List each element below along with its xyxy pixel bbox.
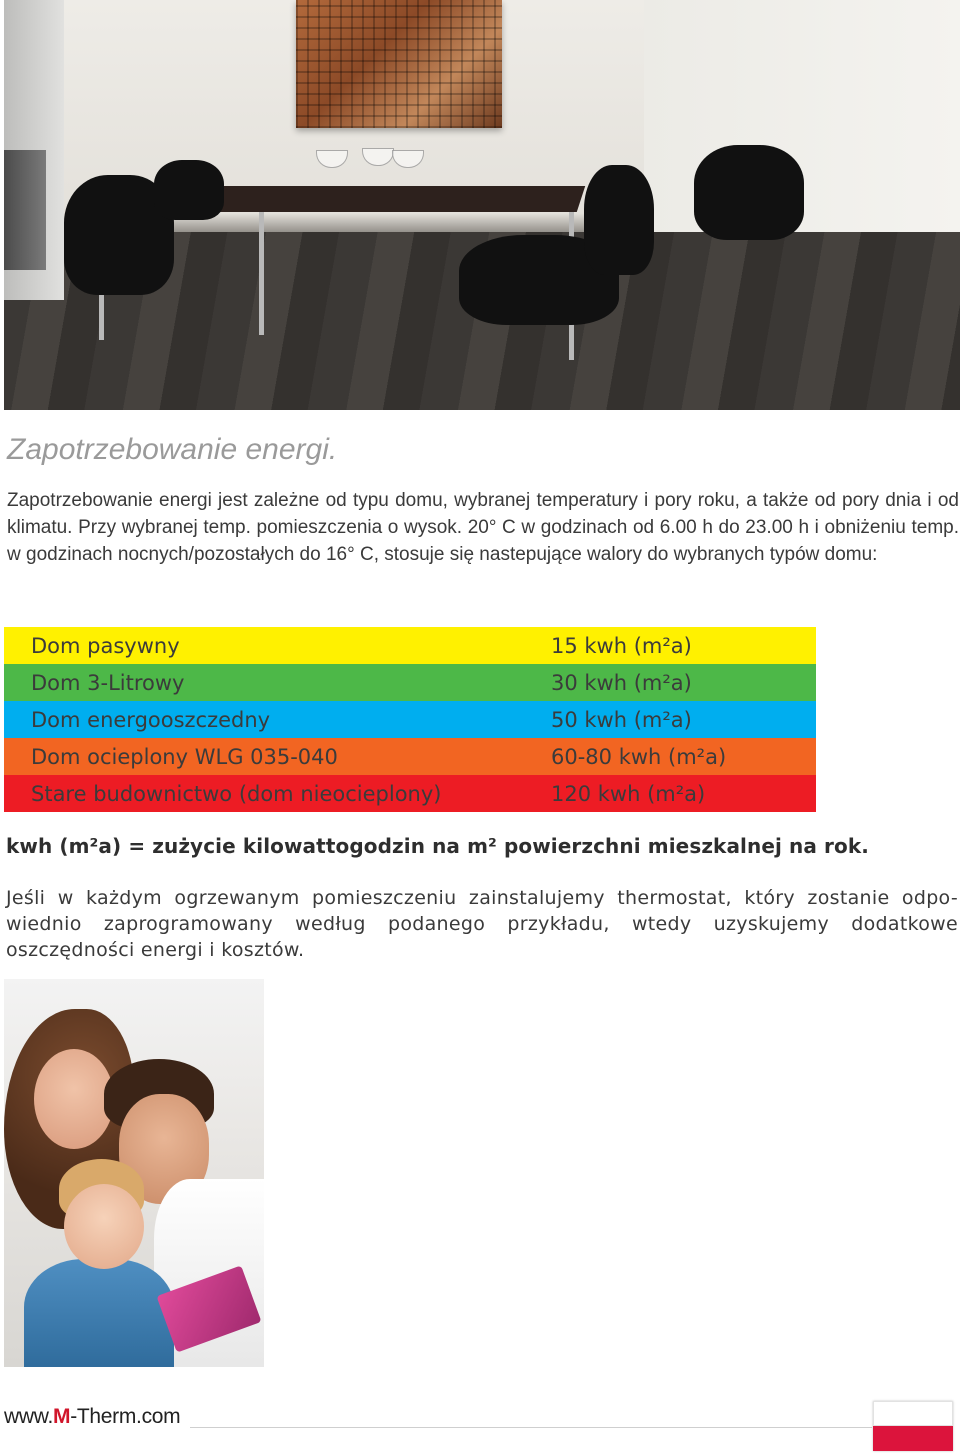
footer-website-link[interactable] <box>4 1405 180 1429</box>
footer-divider <box>190 1427 872 1428</box>
wall-art-mosaic <box>296 0 502 128</box>
woman-face <box>34 1049 114 1149</box>
house-type: Dom ocieplony WLG 035-040 <box>31 744 338 769</box>
boy-face <box>64 1184 144 1269</box>
page-title: Zapotrzebowanie energi. <box>7 433 338 466</box>
table-row <box>4 664 816 701</box>
brand-suffix: -Therm.com <box>70 1405 181 1428</box>
energy-value: 15 kwh (m²a) <box>551 633 692 658</box>
table-row <box>4 738 816 775</box>
chair <box>154 160 224 220</box>
house-type: Dom energooszczedny <box>31 707 271 732</box>
family-reading-image <box>4 979 264 1367</box>
energy-value: 50 kwh (m²a) <box>551 707 692 732</box>
wine-glass <box>392 150 424 168</box>
energy-value: 60-80 kwh (m²a) <box>551 744 727 769</box>
house-type: Dom pasywny <box>31 633 180 658</box>
hero-dining-room-image <box>4 0 960 410</box>
polish-flag-icon <box>873 1401 953 1451</box>
boy-shirt <box>24 1259 174 1367</box>
oven <box>4 150 46 270</box>
wine-glass <box>316 150 348 168</box>
thermostat-paragraph: Jeśli w każdym ogrzewanym pomieszczeniu zainstalujemy thermostat, który zostanie odpo-wiednio zaprogramowany według podanego przykładu, wtedy uzyskujemy dodatkowe oszczędności energi i kosztów. <box>6 887 958 961</box>
table-row <box>4 701 816 738</box>
energy-value: 120 kwh (m²a) <box>551 781 706 806</box>
intro-paragraph: Zapotrzebowanie energi jest zależne od typu domu, wybranej temperatury i pory roku, a także od pory dnia i od klimatu. Przy wybranej temp. pomieszczenia o wysok. 20° C w godzinach od 6.00 h do 23.00 h i obniżeniu temp. w godzinach nocnych/pozostałych do 16° C, stosuje się nastepujące walory do wybranych typów domu: <box>7 490 959 565</box>
house-type: Stare budownictwo (dom nieocieplony) <box>31 781 442 806</box>
energy-demand-table <box>4 627 816 812</box>
unit-legend: kwh (m²a) = zużycie kilowattogodzin na m² powierzchni mieszkalnej na rok. <box>6 834 869 858</box>
energy-value: 30 kwh (m²a) <box>551 670 692 695</box>
house-type: Dom 3-Litrowy <box>31 670 185 695</box>
table-row <box>4 775 816 812</box>
brand-prefix: www. <box>4 1405 53 1428</box>
flag-red-stripe <box>873 1426 953 1451</box>
table-leg <box>259 205 264 335</box>
table-row <box>4 627 816 664</box>
brand-m: M <box>52 1405 71 1428</box>
flag-white-stripe <box>873 1401 953 1426</box>
wine-glass <box>362 148 394 166</box>
chair <box>584 165 654 275</box>
chair <box>694 145 804 240</box>
